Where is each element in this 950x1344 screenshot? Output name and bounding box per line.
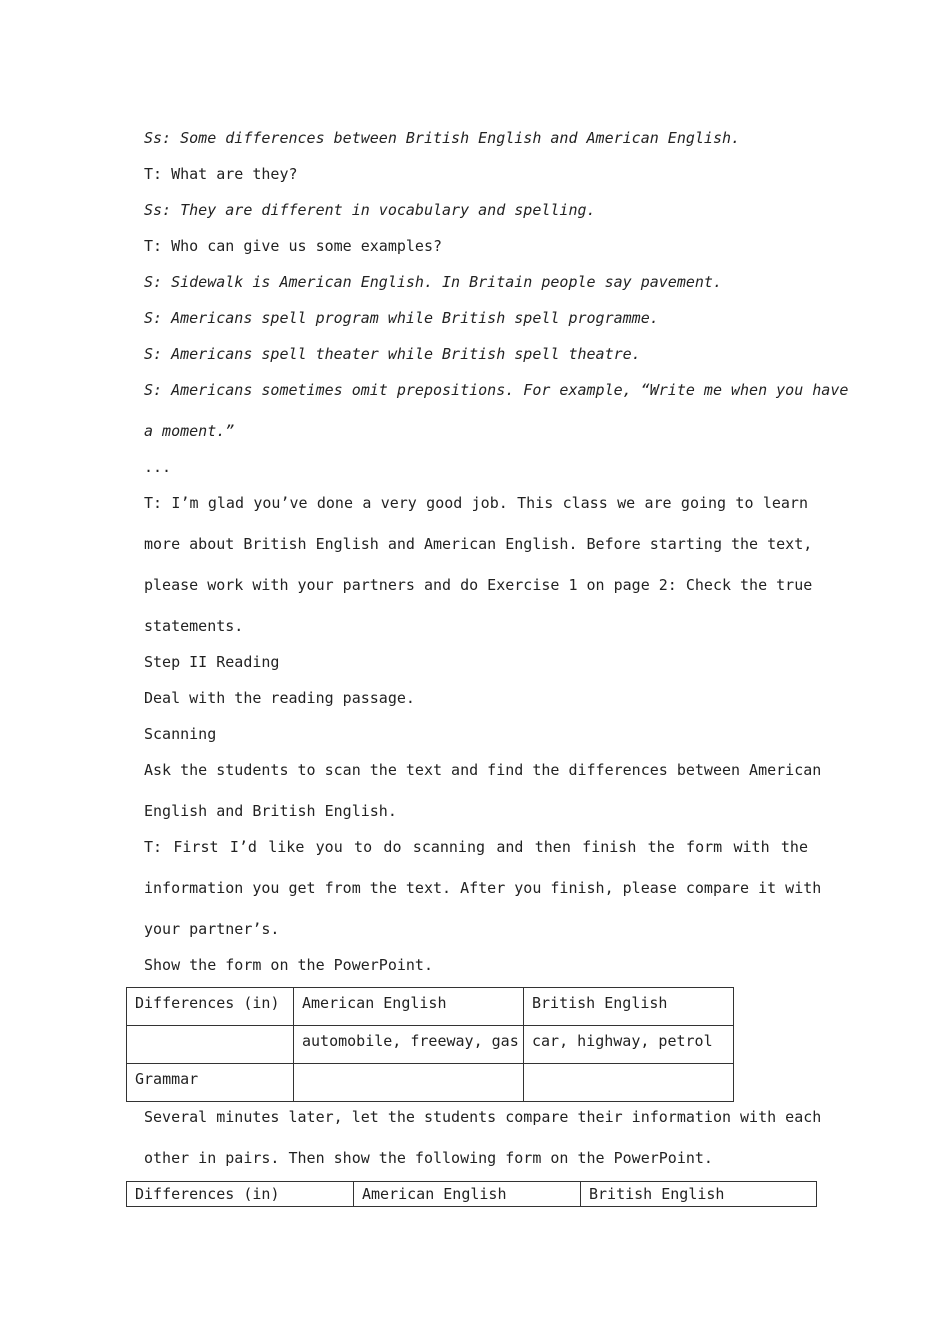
table-header-cell: British English: [524, 988, 734, 1026]
text-line: Ask the students to scan the text and find the differences between American: [144, 761, 822, 779]
text-line: more about British English and American English. Before starting the text,: [144, 535, 813, 553]
table-header-cell: Differences (in): [127, 1182, 354, 1207]
text-line: Scanning: [144, 725, 217, 743]
text-line: T: What are they?: [144, 165, 298, 183]
text-line: Several minutes later, let the students compare their information with each: [144, 1108, 822, 1126]
table-cell: Grammar: [127, 1064, 294, 1102]
text-line: S: Americans spell program while British spell programme.: [144, 309, 659, 327]
text-line: other in pairs. Then show the following form on the PowerPoint.: [144, 1149, 713, 1167]
text-line: Deal with the reading passage.: [144, 689, 415, 707]
text-line: your partner’s.: [144, 920, 280, 938]
text-line: statements.: [144, 617, 244, 635]
text-line: T: I’m glad you’ve done a very good job. This class we are going to learn: [144, 494, 808, 512]
differences-table-2: [126, 1181, 817, 1207]
table-cell: automobile, freeway, gas: [294, 1026, 524, 1064]
table-cell: [127, 1026, 294, 1064]
table-cell: [524, 1064, 734, 1102]
text-line: Ss: Some differences between British English and American English.: [144, 129, 741, 147]
text-line: T: Who can give us some examples?: [144, 237, 443, 255]
text-line: Ss: They are different in vocabulary and spelling.: [144, 201, 596, 219]
table-header-cell: American English: [294, 988, 524, 1026]
table-row: [127, 1026, 734, 1064]
table-header-cell: American English: [354, 1182, 581, 1207]
text-line: a moment.”: [144, 422, 235, 440]
text-line: S: Americans spell theater while British spell theatre.: [144, 345, 641, 363]
text-line: S: Americans sometimes omit prepositions. For example, “Write me when you have: [144, 381, 849, 399]
text-line: please work with your partners and do Exercise 1 on page 2: Check the true: [144, 576, 813, 594]
table-cell: car, highway, petrol: [524, 1026, 734, 1064]
table-cell: [294, 1064, 524, 1102]
section-heading: Step II Reading: [144, 653, 280, 671]
table-header-cell: British English: [581, 1182, 817, 1207]
table-row: [127, 1182, 817, 1207]
text-line: S: Sidewalk is American English. In Britain people say pavement.: [144, 273, 722, 291]
text-line: T: First I’d like you to do scanning and then finish the form with the: [144, 838, 808, 856]
table-row: [127, 1064, 734, 1102]
text-line: English and British English.: [144, 802, 397, 820]
text-line: Show the form on the PowerPoint.: [144, 956, 433, 974]
text-line: ...: [144, 458, 172, 476]
table-header-cell: Differences (in): [127, 988, 294, 1026]
differences-table-1: [126, 987, 734, 1102]
table-row: [127, 988, 734, 1026]
text-line: information you get from the text. After you finish, please compare it with: [144, 879, 822, 897]
